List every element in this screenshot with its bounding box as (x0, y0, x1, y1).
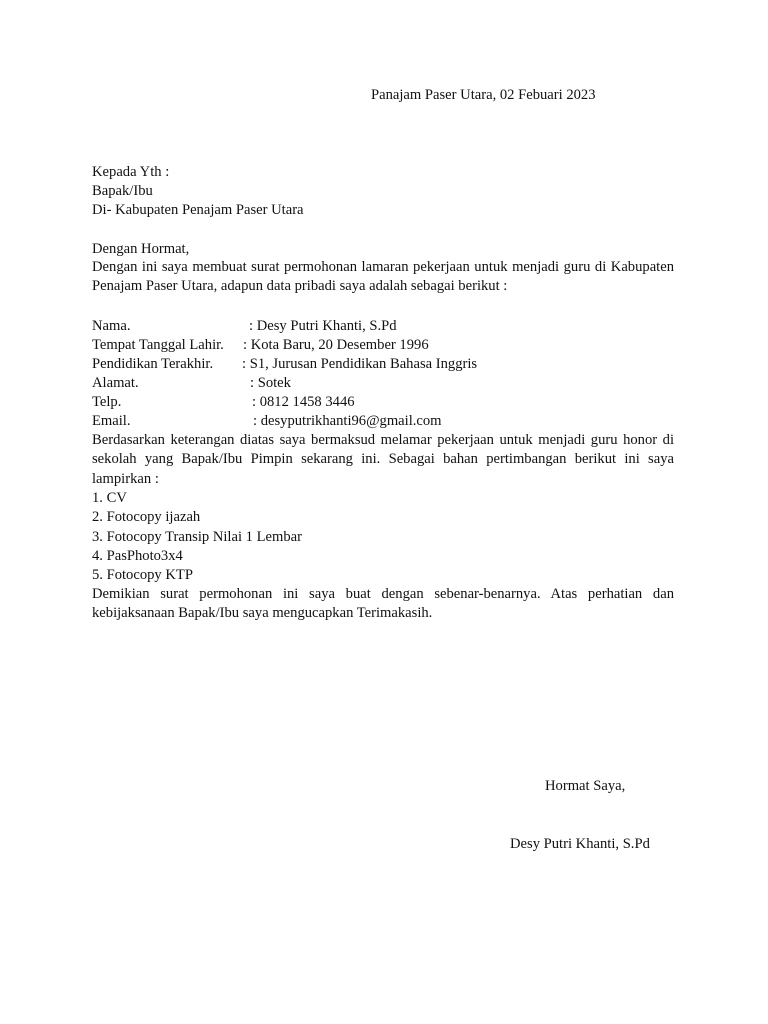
field-row-name (92, 317, 397, 336)
field-value: : Desy Putri Khanti, S.Pd (249, 318, 397, 334)
greeting: Dengan Hormat, (92, 241, 190, 257)
attachment-item: 4. PasPhoto3x4 (92, 548, 183, 564)
recipient-line-1: Kepada Yth : (92, 164, 170, 180)
field-value: : Sotek (250, 375, 291, 391)
field-label: Alamat. (92, 375, 139, 391)
attachment-item: 5. Fotocopy KTP (92, 567, 193, 583)
field-value: : Kota Baru, 20 Desember 1996 (243, 337, 429, 353)
attachment-item: 1. CV (92, 490, 127, 506)
field-label: Nama. (92, 318, 131, 334)
field-value: : S1, Jurusan Pendidikan Bahasa Inggris (242, 356, 478, 372)
field-row-address (92, 374, 291, 393)
signature-name: Desy Putri Khanti, S.Pd (510, 836, 650, 852)
field-value: : desyputrikhanti96@gmail.com (253, 413, 442, 429)
field-label: Telp. (92, 394, 122, 410)
closing-paragraph: Demikian surat permohonan ini saya buat dengan sebenar-benarnya. Atas perhatian dan kebijaksanaan Bapak/Ibu saya mengucapkan Terimakasih. (92, 586, 674, 622)
intro-paragraph: Dengan ini saya membuat surat permohonan lamaran pekerjaan untuk menjadi guru di Kabupaten Penajam Paser Utara, adapun data pribadi saya adalah sebagai berikut : (92, 259, 674, 295)
field-row-birth (92, 336, 429, 355)
field-label: Pendidikan Terakhir. (92, 356, 214, 372)
field-value: : 0812 1458 3446 (252, 394, 355, 410)
body-paragraph: Berdasarkan keterangan diatas saya bermaksud melamar pekerjaan untuk menjadi guru honor di sekolah yang Bapak/Ibu Pimpin sekarang ini. Sebagai bahan pertimbangan berikut ini saya lampirkan : (92, 432, 674, 487)
field-label: Tempat Tanggal Lahir. (92, 337, 224, 353)
attachment-item: 3. Fotocopy Transip Nilai 1 Lembar (92, 529, 302, 545)
attachment-item: 2. Fotocopy ijazah (92, 509, 201, 525)
field-label: Email. (92, 413, 131, 429)
date-line: Panajam Paser Utara, 02 Febuari 2023 (371, 87, 596, 103)
field-row-email (92, 412, 442, 431)
recipient-line-2: Bapak/Ibu (92, 183, 153, 199)
field-row-phone (92, 393, 355, 412)
field-row-education (92, 355, 478, 374)
recipient-line-3: Di- Kabupaten Penajam Paser Utara (92, 202, 304, 218)
closing-greeting: Hormat Saya, (545, 778, 626, 794)
